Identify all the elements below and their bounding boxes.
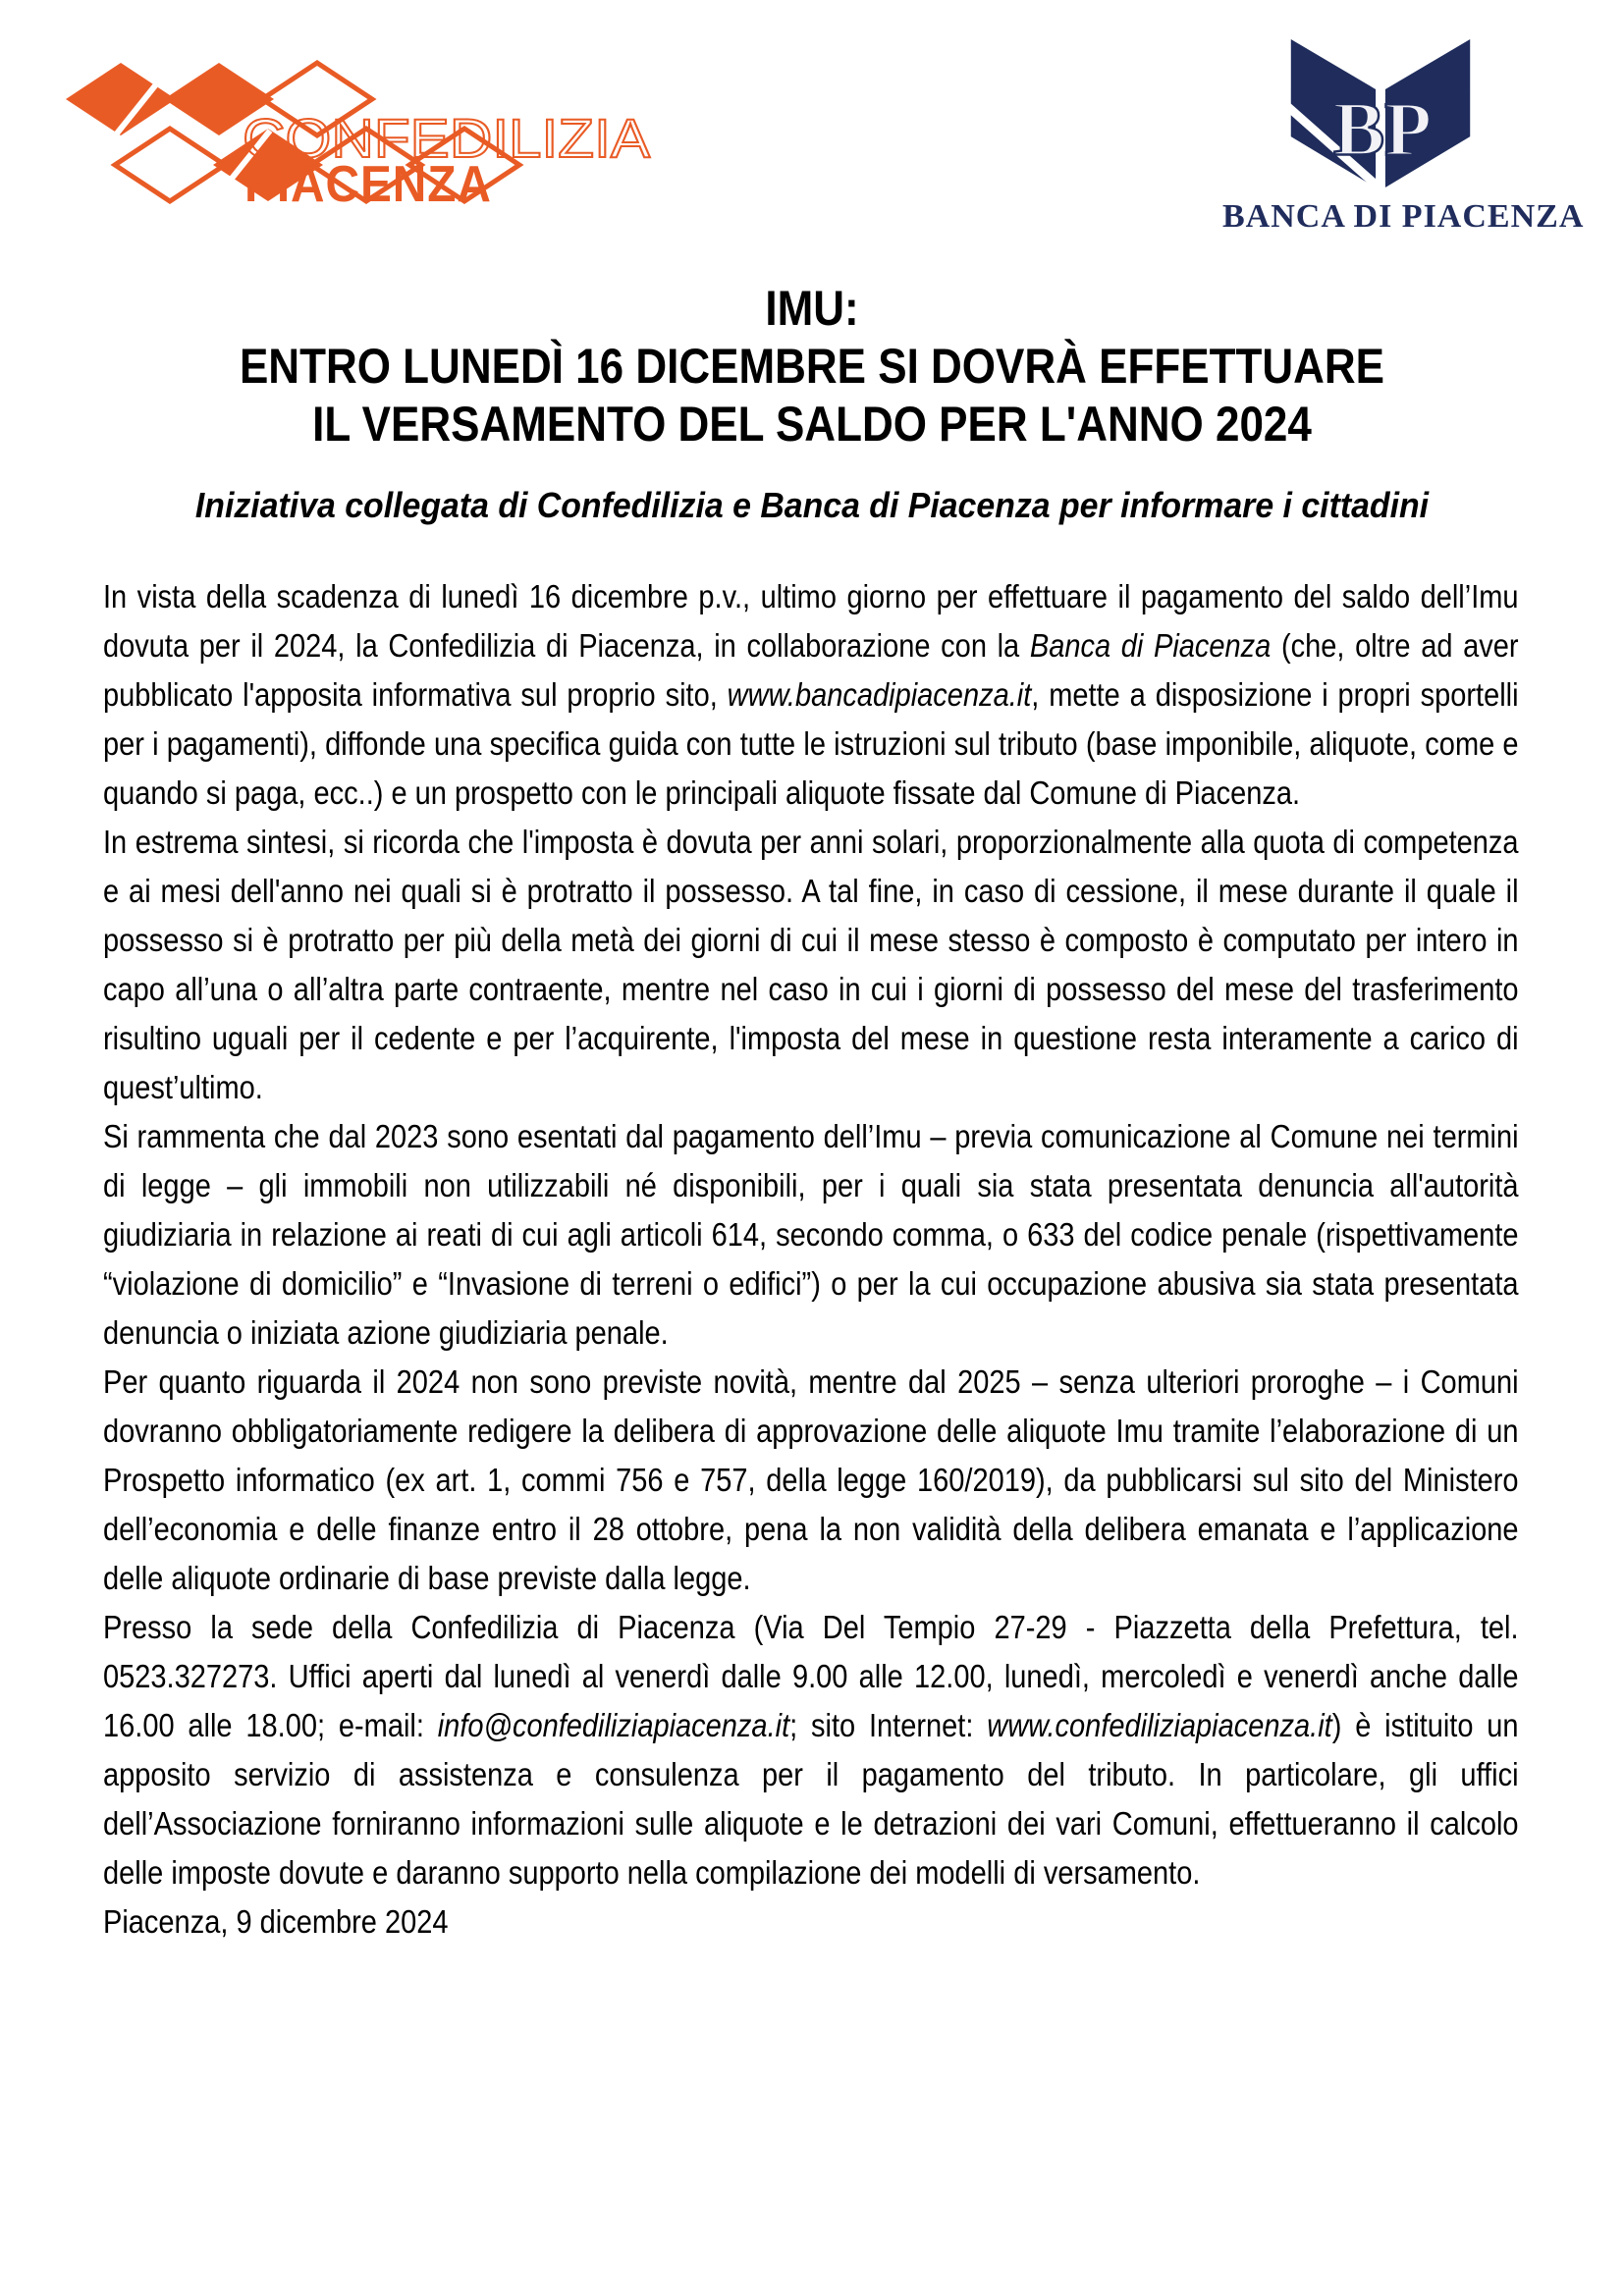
body-paragraph: Per quanto riguarda il 2024 non sono previste novità, mentre dal 2025 – senza ulteriori proroghe – i Comuni dovranno obbligatoriamente redigere la delibera di approvazione delle aliquote Imu tramite l’elaborazione di un Prospetto informatico (ex art. 1, commi 756 e 757, della legge 160/2019), da pubblicarsi sul sito del Ministero dell’economia e delle finanze entro il 28 ottobre, pena la non validità della delibera emanata e l’applicazione delle aliquote ordinarie di base previste dalla legge. — [103, 1363, 1519, 1596]
title-line-2: ENTRO LUNEDÌ 16 DICEMBRE SI DOVRÀ EFFETTUARE — [239, 339, 1385, 394]
confedilizia-city-label: PIACENZA — [244, 156, 492, 213]
document-title — [97, 280, 1527, 454]
body-paragraph: In vista della scadenza di lunedì 16 dicembre p.v., ultimo giorno per effettuare il pagamento del saldo dell’Imu dovuta per il 2024, la Confedilizia di Piacenza, in collaborazione con la Banca di Piacenza (che, oltre ad aver pubblicato l'apposita informativa sul proprio sito, www.bancadipiacenza.it, mette a disposizione i propri sportelli per i pagamenti), diffonde una specifica guida con tutte le istruzioni sul tributo (base imponibile, aliquote, come e quando si paga, ecc..) e un prospetto con le principali aliquote fissate dal Comune di Piacenza. — [103, 578, 1519, 811]
closing-dateline: Piacenza, 9 dicembre 2024 — [103, 1903, 449, 1940]
body-paragraph: Si rammenta che dal 2023 sono esentati dal pagamento dell’Imu – previa comunicazione al Comune nei termini di legge – gli immobili non utilizzabili né disponibili, per i quali sia stata presentata denuncia all'autorità giudiziaria in relazione ai reati di cui agli articoli 614, secondo comma, o 633 del codice penale (rispettivamente “violazione di domicilio” e “Invasione di terreni o edifici”) o per la cui occupazione abusiva sia stata presentata denuncia o iniziata azione giudiziaria penale. — [103, 1118, 1519, 1351]
title-line-3: IL VERSAMENTO DEL SALDO PER L'ANNO 2024 — [312, 397, 1312, 452]
document-body — [103, 572, 1519, 1947]
banca-di-piacenza-emblem-icon — [1279, 35, 1482, 194]
body-paragraph: Presso la sede della Confedilizia di Piacenza (Via Del Tempio 27-29 - Piazzetta della Prefettura, tel. 0523.327273. Uffici aperti dal lunedì al venerdì dalle 9.00 alle 12.00, lunedì, mercoledì e venerdì anche dalle 16.00 alle 18.00; e-mail: info@confediliziapiacenza.it; sito Internet: www.confediliziapiacenza.it) è istituito un apposito servizio di assistenza e consulenza per il pagamento del tributo. In particolare, gli uffici dell’Associazione forniranno informazioni sulle aliquote e le detrazioni dei vari Comuni, effettueranno il calcolo delle imposte dovute e daranno supporto nella compilazione dei modelli di versamento. — [103, 1609, 1519, 1891]
banca-caption-label: BANCA DI PIACENZA — [1222, 198, 1585, 235]
banca-di-piacenza-logo — [1222, 35, 1585, 237]
document-subtitle: Iniziativa collegata di Confedilizia e Banca di Piacenza per informare i cittadini — [194, 485, 1430, 525]
body-paragraph: In estrema sintesi, si ricorda che l'imposta è dovuta per anni solari, proporzionalmente alla quota di competenza e ai mesi dell'anno nei quali si è protratto il possesso. A tal fine, in caso di cessione, il mese durante il quale il possesso si è protratto per più della metà dei giorni di cui il mese stesso è composto è computato per intero in capo all’una o all’altra parte contraente, mentre nel caso in cui i giorni di possesso del mese del trasferimento risultino uguali per il cedente e per l’acquirente, l'imposta del mese in questione resta interamente a carico di quest’ultimo. — [103, 824, 1519, 1105]
confedilizia-wordmark-text: CONFEDILIZIA — [243, 108, 651, 169]
confedilizia-logo — [54, 51, 658, 218]
banca-monogram: BP — [1332, 85, 1433, 172]
title-line-1: IMU: — [765, 281, 859, 336]
